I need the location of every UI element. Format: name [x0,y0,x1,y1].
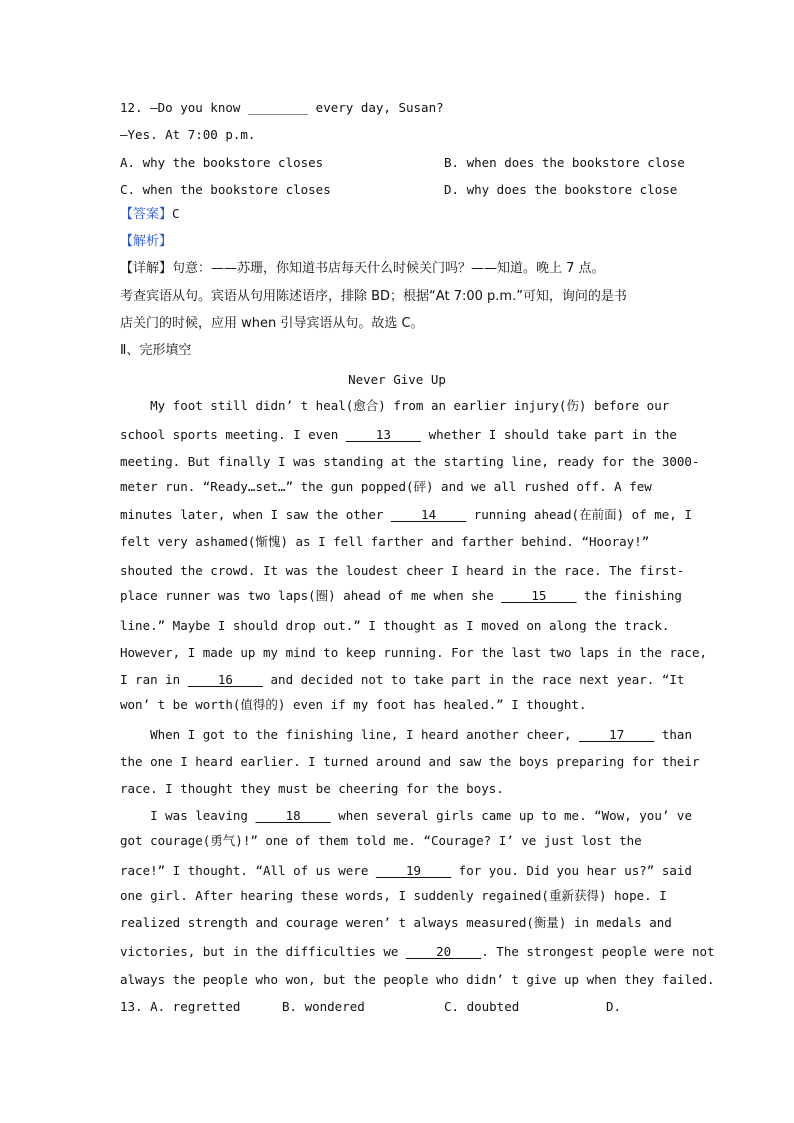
text-run: and decided not to take part in the race next year. “It [263,672,685,687]
text-run: I ran in [120,672,188,687]
blank-18: ____18____ [255,808,331,823]
q13-option-b: B. wondered [282,999,365,1014]
text-run: When I got to the finishing line, I heard another cheer, [120,727,580,742]
q12-option-d: D. why does the bookstore close [444,182,678,197]
text-run: I was leaving [120,808,256,823]
text-run: minutes later, when I saw the other [120,507,391,522]
q12-analysis [120,233,172,250]
text-run: school sports meeting. I even [120,427,346,442]
passage-line [120,427,677,443]
q12-answer [120,206,180,223]
q13-option-a: 13. A. regretted [120,999,241,1014]
q12-blank: ________ [247,100,309,115]
text-run: place runner was two laps(圈) ahead of me when she [120,588,502,603]
q12-stem-pre: 12. —Do you know [120,100,248,115]
answer-value: C [172,206,180,221]
text-run: when several girls came up to me. “Wow, you’ ve [330,808,692,823]
blank-19: ____19____ [375,863,452,878]
passage-line [120,588,682,604]
q12-explanation-2: 店关门的时候，应用 when 引导宾语从句。故选 C。 [120,316,424,331]
passage-line: My foot still didn’ t heal(愈合) from an earlier injury(伤) before our [120,398,670,413]
passage-line: shouted the crowd. It was the loudest cheer I heard in the race. The first- [120,563,685,578]
q12-detail [120,261,605,277]
text-run: race!” I thought. “All of us were [120,863,376,878]
q12-option-c: C. when the bookstore closes [120,182,331,197]
blank-20: ____20____ [405,944,482,959]
q12-option-a: A. why the bookstore closes [120,155,324,170]
passage-line: the one I heard earlier. I turned around and saw the boys preparing for their [120,754,700,769]
text-run: than [654,727,692,742]
blank-15: ____15____ [501,588,577,603]
passage-line: felt very ashamed(惭愧) as I fell farther and farther behind. “Hooray!” [120,534,650,549]
blank-14: ____14____ [390,507,467,522]
blank-16: ____16____ [187,672,263,687]
passage-line: meeting. But finally I was standing at the starting line, ready for the 3000- [120,454,700,469]
q12-explanation-1: 考查宾语从句。宾语从句用陈述语序，排除 BD；根据“At 7:00 p.m.”可知，询问的是书 [120,289,627,304]
passage-title: Never Give Up [348,372,446,387]
q13-option-d: D. [606,999,622,1014]
q13-option-c: C. doubted [444,999,520,1014]
passage-line [120,672,684,688]
text-run: . The strongest people were not [481,944,715,959]
text-run: whether I should take part in the [421,427,677,442]
passage-line [120,507,692,523]
passage-line [120,808,692,824]
text-run: for you. Did you hear us?” said [451,863,692,878]
passage-line [120,944,715,960]
q12-reply: —Yes. At 7:00 p.m. [120,127,256,142]
detail-text: 句意：——苏珊，你知道书店每天什么时候关门吗？——知道。晚上 7 点。 [172,261,605,276]
passage-line: got courage(勇气)!” one of them told me. “Courage? I’ ve just lost the [120,833,642,848]
text-run: victories, but in the difficulties we [120,944,406,959]
passage-line: realized strength and courage weren’ t always measured(衡量) in medals and [120,915,672,930]
q12-option-b: B. when does the bookstore close [444,155,685,170]
text-run: running ahead(在前面) of me, I [466,507,692,522]
q12-stem-post: every day, Susan? [308,100,444,115]
passage-line: However, I made up my mind to keep running. For the last two laps in the race, [120,645,707,660]
passage-line: always the people who won, but the people who didn’ t give up when they failed. [120,972,715,987]
passage-line: race. I thought they must be cheering for the boys. [120,781,504,796]
passage-line: line.” Maybe I should drop out.” I thought as I moved on along the track. [120,618,670,633]
answer-tag: 【答案】 [120,207,173,222]
text-run: the finishing [576,588,682,603]
passage-line [120,863,692,879]
blank-13: ____13____ [345,427,422,442]
blank-17: ____17____ [579,727,655,742]
section-title: Ⅱ、完形填空 [120,343,192,358]
passage-line [120,727,692,743]
q12-stem [120,100,444,116]
detail-tag: 【详解】 [120,261,173,276]
passage-line: meter run. “Ready…set…” the gun popped(砰) and we all rushed off. A few [120,479,652,494]
analysis-tag: 【解析】 [120,234,173,249]
passage-line: one girl. After hearing these words, I suddenly regained(重新获得) hope. I [120,888,667,903]
passage-line: won’ t be worth(值得的) even if my foot has healed.” I thought. [120,697,587,712]
